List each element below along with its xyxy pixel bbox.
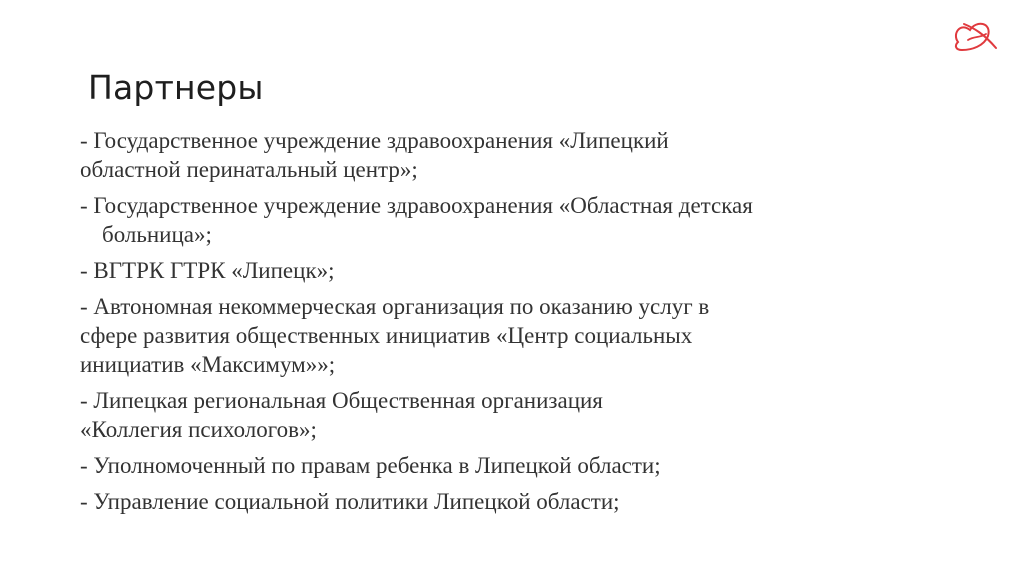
list-item-line: областной перинатальный центр»; bbox=[80, 157, 418, 182]
list-item bbox=[80, 191, 940, 249]
list-item-line: - Управление социальной политики Липецкой области; bbox=[80, 489, 620, 514]
list-item bbox=[80, 126, 940, 184]
list-item bbox=[80, 487, 940, 516]
list-item bbox=[80, 451, 940, 480]
heart-scribble-logo bbox=[950, 16, 1002, 56]
list-item-line: «Коллегия психологов»; bbox=[80, 417, 317, 442]
list-item bbox=[80, 256, 940, 285]
list-item-line: больница»; bbox=[102, 222, 212, 247]
list-item-line: инициатив «Максимум»»; bbox=[80, 352, 336, 377]
list-item bbox=[80, 292, 940, 379]
list-item-line: - Государственное учреждение здравоохранения «Областная детская bbox=[80, 193, 753, 218]
slide-title: Партнеры bbox=[88, 68, 264, 107]
list-item-line: - ВГТРК ГТРК «Липецк»; bbox=[80, 258, 335, 283]
list-item-line: - Государственное учреждение здравоохранения «Липецкий bbox=[80, 128, 669, 153]
partners-list bbox=[80, 126, 940, 523]
list-item-line: - Автономная некоммерческая организация по оказанию услуг в bbox=[80, 294, 710, 319]
list-item bbox=[80, 386, 940, 444]
list-item-line: - Уполномоченный по правам ребенка в Липецкой области; bbox=[80, 453, 661, 478]
list-item-line: сфере развития общественных инициатив «Центр социальных bbox=[80, 323, 693, 348]
list-item-line: - Липецкая региональная Общественная организация bbox=[80, 388, 603, 413]
